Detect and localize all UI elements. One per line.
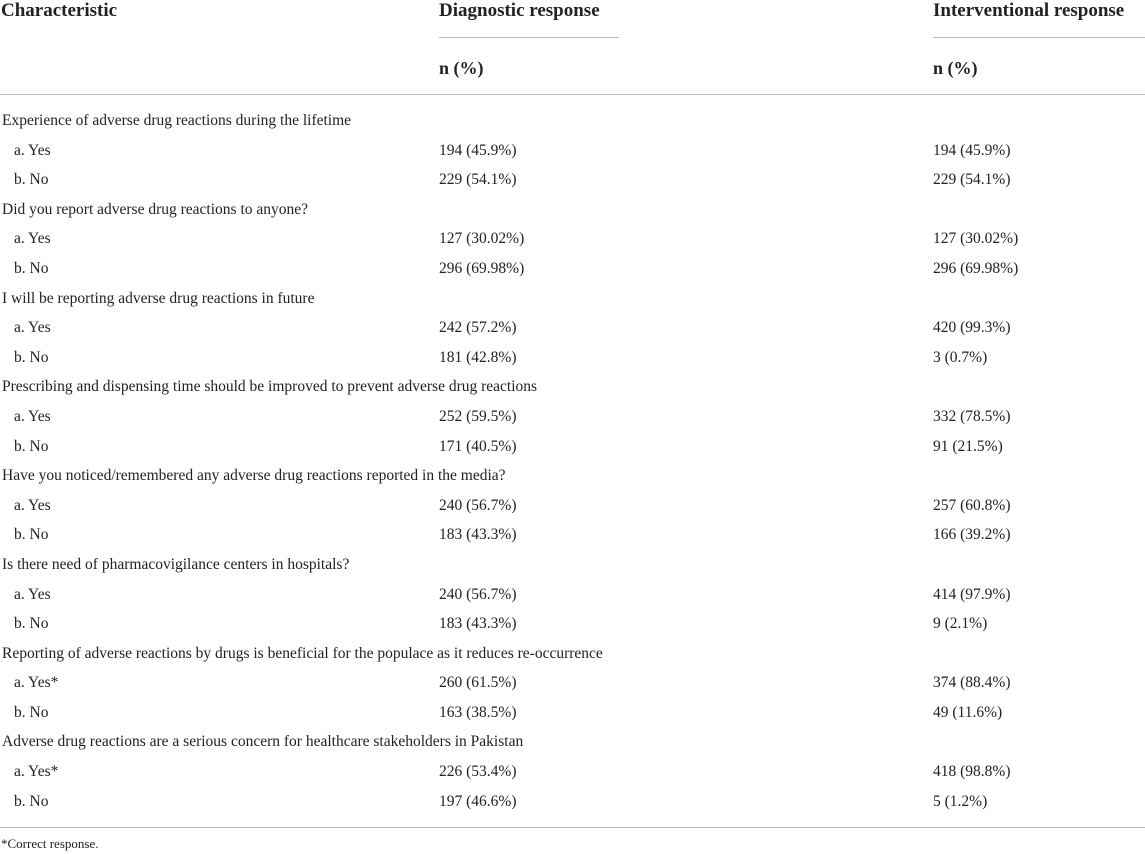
table-row: [0, 402, 1145, 432]
question-label: Adverse drug reactions are a serious concern for healthcare stakeholders in Pakistan: [2, 733, 524, 751]
question-label: Prescribing and dispensing time should be improved to prevent adverse drug reactions: [2, 378, 538, 396]
table-row: [0, 580, 1145, 610]
table-row: [0, 491, 1145, 521]
diagnostic-header-rule: [439, 37, 619, 38]
table-row: [0, 698, 1145, 728]
response-option-label: a. Yes*: [14, 763, 59, 781]
diagnostic-value: 163 (38.5%): [439, 703, 517, 721]
table-body: [0, 106, 1145, 816]
response-option-label: a. Yes: [14, 496, 51, 514]
diagnostic-value: 252 (59.5%): [439, 407, 517, 425]
header-characteristic: Characteristic: [1, 0, 118, 21]
response-option-label: b. No: [14, 615, 49, 633]
interventional-value: 332 (78.5%): [933, 407, 1011, 425]
diagnostic-subheader: n (%): [439, 58, 484, 78]
interventional-value: 229 (54.1%): [933, 171, 1011, 189]
question-label: Reporting of adverse reactions by drugs is beneficial for the populace as it reduces re-occurrence: [2, 644, 603, 662]
header-diagnostic-response: Diagnostic response: [439, 0, 600, 21]
table-row: [0, 136, 1145, 166]
table-bottom-rule: [0, 827, 1145, 828]
table-row: [0, 313, 1145, 343]
response-option-label: b. No: [14, 792, 49, 810]
interventional-value: 414 (97.9%): [933, 585, 1011, 603]
diagnostic-value: 229 (54.1%): [439, 171, 517, 189]
table-row: [0, 224, 1145, 254]
diagnostic-value: 296 (69.98%): [439, 259, 525, 277]
interventional-subheader: n (%): [933, 58, 978, 78]
table-row: [0, 461, 1145, 491]
diagnostic-value: 240 (56.7%): [439, 585, 517, 603]
question-label: Did you report adverse drug reactions to anyone?: [2, 200, 309, 218]
table-row: [0, 520, 1145, 550]
response-option-label: a. Yes: [14, 230, 51, 248]
interventional-header-rule: [933, 37, 1145, 38]
interventional-value: 5 (1.2%): [933, 792, 988, 810]
header-bottom-rule: [0, 94, 1145, 95]
interventional-value: 296 (69.98%): [933, 259, 1019, 277]
table-row: [0, 727, 1145, 757]
response-option-label: a. Yes*: [14, 674, 59, 692]
interventional-value: 3 (0.7%): [933, 348, 988, 366]
table-row: [0, 550, 1145, 580]
response-option-label: b. No: [14, 171, 49, 189]
table-footnote: *Correct response.: [1, 836, 99, 851]
table-row: [0, 787, 1145, 817]
table-row: [0, 609, 1145, 639]
table-row: [0, 639, 1145, 669]
interventional-value: 420 (99.3%): [933, 319, 1011, 337]
interventional-value: 194 (45.9%): [933, 141, 1011, 159]
interventional-value: 374 (88.4%): [933, 674, 1011, 692]
diagnostic-value: 171 (40.5%): [439, 437, 517, 455]
table-row: [0, 195, 1145, 225]
response-option-label: a. Yes: [14, 141, 51, 159]
table-row: [0, 757, 1145, 787]
diagnostic-value: 240 (56.7%): [439, 496, 517, 514]
response-option-label: b. No: [14, 437, 49, 455]
table-row: [0, 343, 1145, 373]
table-row: [0, 372, 1145, 402]
diagnostic-value: 183 (43.3%): [439, 615, 517, 633]
diagnostic-value: 194 (45.9%): [439, 141, 517, 159]
table-row: [0, 432, 1145, 462]
interventional-value: 9 (2.1%): [933, 615, 988, 633]
question-label: Experience of adverse drug reactions during the lifetime: [2, 112, 352, 129]
interventional-value: 49 (11.6%): [933, 703, 1003, 721]
table-row: [0, 284, 1145, 314]
response-option-label: a. Yes: [14, 585, 51, 603]
header-interventional-response: Interventional response: [933, 0, 1125, 21]
interventional-value: 91 (21.5%): [933, 437, 1003, 455]
diagnostic-value: 127 (30.02%): [439, 230, 525, 248]
table-row: [0, 165, 1145, 195]
diagnostic-value: 226 (53.4%): [439, 763, 517, 781]
diagnostic-value: 183 (43.3%): [439, 526, 517, 544]
question-label: Is there need of pharmacovigilance centers in hospitals?: [2, 555, 350, 573]
response-option-label: a. Yes: [14, 319, 51, 337]
table-row: [0, 106, 1145, 136]
interventional-value: 257 (60.8%): [933, 496, 1011, 514]
diagnostic-value: 260 (61.5%): [439, 674, 517, 692]
interventional-value: 418 (98.8%): [933, 763, 1011, 781]
question-label: Have you noticed/remembered any adverse drug reactions reported in the media?: [2, 467, 506, 485]
diagnostic-value: 242 (57.2%): [439, 319, 517, 337]
interventional-value: 166 (39.2%): [933, 526, 1011, 544]
response-option-label: b. No: [14, 348, 49, 366]
diagnostic-value: 181 (42.8%): [439, 348, 517, 366]
table-row: [0, 668, 1145, 698]
interventional-value: 127 (30.02%): [933, 230, 1019, 248]
question-label: I will be reporting adverse drug reactions in future: [2, 289, 315, 307]
diagnostic-value: 197 (46.6%): [439, 792, 517, 810]
response-option-label: b. No: [14, 259, 49, 277]
response-option-label: a. Yes: [14, 407, 51, 425]
response-option-label: b. No: [14, 703, 49, 721]
table-row: [0, 254, 1145, 284]
response-option-label: b. No: [14, 526, 49, 544]
